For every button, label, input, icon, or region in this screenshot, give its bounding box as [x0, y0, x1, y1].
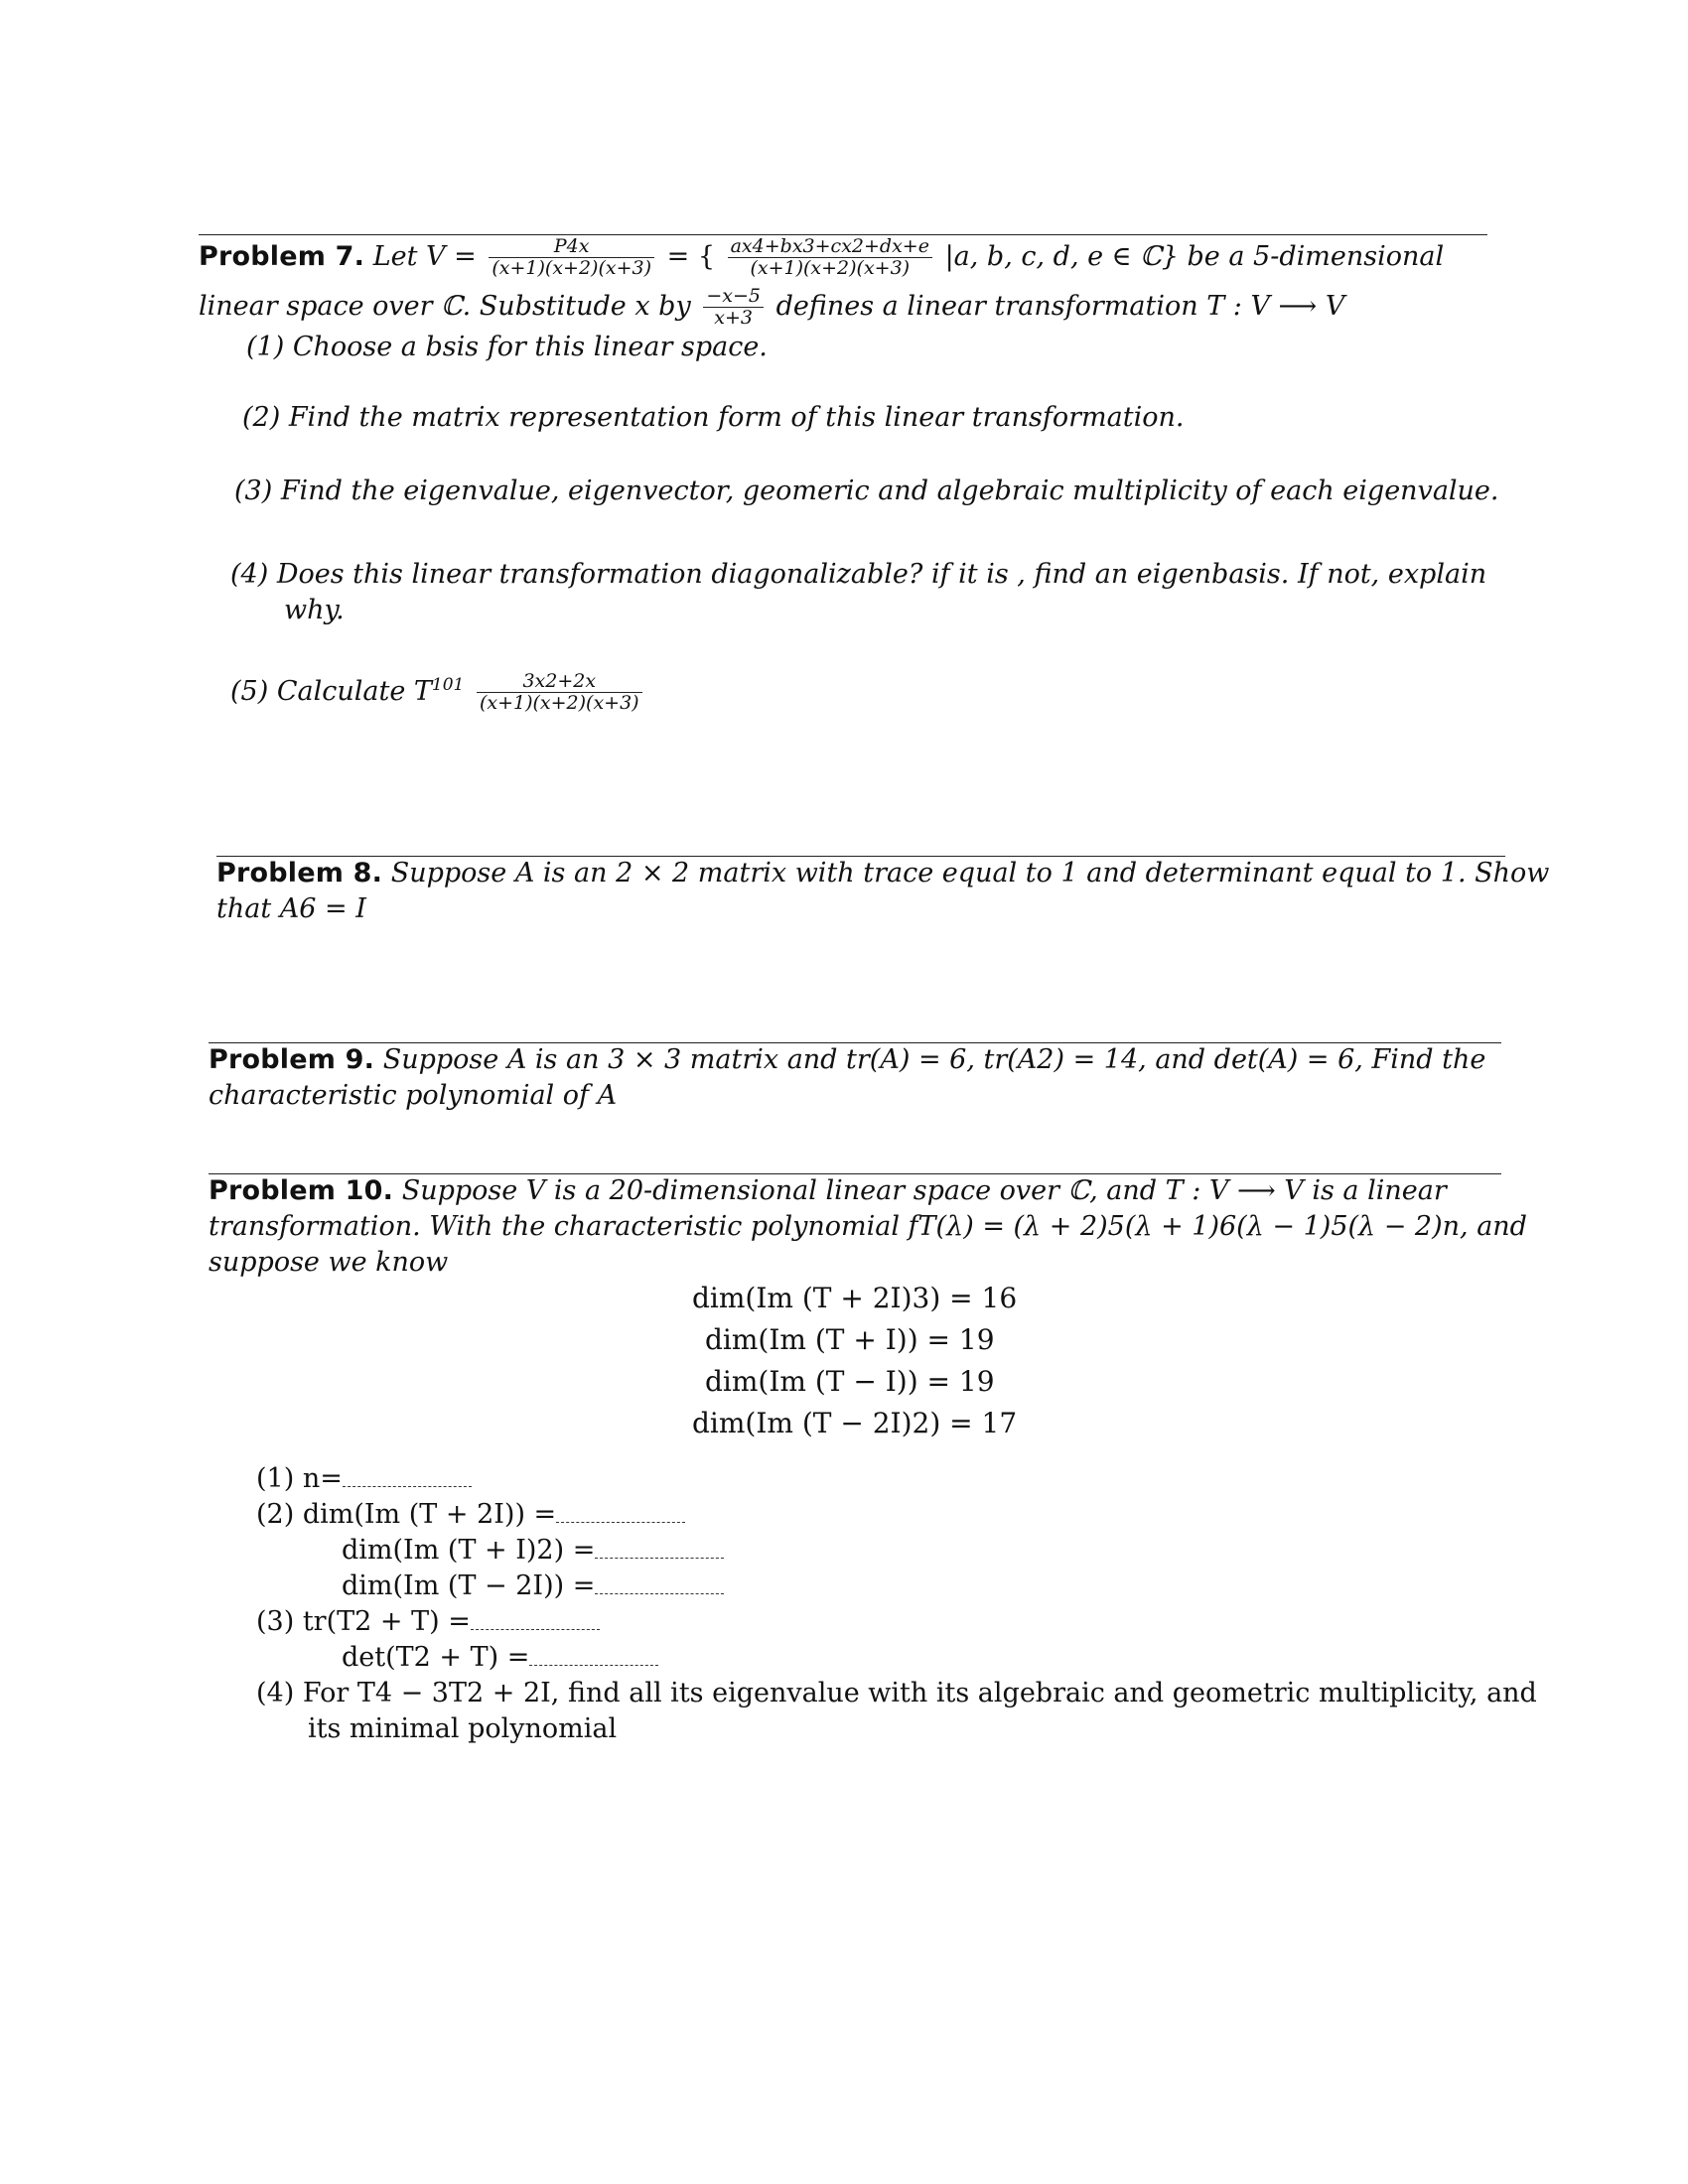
problem8-rule: [216, 856, 1505, 857]
problem7-item5-den: (x+1)(x+2)(x+3): [479, 691, 639, 714]
problem10-line3: suppose we know: [209, 1247, 449, 1278]
problem10-q4a: (4) For T4 − 3T2 + 2I, find all its eigenvalue with its algebraic and geometric multiplicity, and: [256, 1678, 1537, 1708]
problem9-line1-text: Suppose A is an 3 × 3 matrix and tr(A) = 6, tr(A2) = 14, and det(A) = 6, Find the: [382, 1044, 1486, 1075]
problem7-line1: [199, 236, 1444, 279]
problem10-line2: transformation. With the characteristic polynomial fT(λ) = (λ + 2)5(λ + 1)6(λ − 1)5(λ − 2)n, and: [209, 1211, 1527, 1242]
problem7-label: Problem 7.: [199, 240, 365, 272]
problem8-line1-text: Suppose A is an 2 × 2 matrix with trace equal to 1 and determinant equal to 1. Show: [390, 858, 1550, 888]
answer-blank-dim-t-plus-i-sq[interactable]: [595, 1540, 724, 1559]
problem7-frac3-den: x+3: [714, 306, 753, 329]
problem9-line1: [209, 1044, 1485, 1075]
problem7-item-2: (2) Find the matrix representation form of this linear transformation.: [242, 402, 1185, 433]
problem7-item5-num: 3x2+2x: [477, 671, 642, 693]
problem9-line2: characteristic polynomial of A: [209, 1080, 618, 1111]
problem7-line2-b: defines a linear transformation T : V ⟶ V: [775, 290, 1345, 322]
problem7-line2-a: linear space over ℂ. Substitude x by: [199, 290, 691, 322]
problem7-set-open: {: [697, 240, 716, 272]
problem7-line2: [199, 286, 1344, 329]
problem7-intro-lead: Let V =: [372, 240, 477, 272]
problem7-frac1-num: P4x: [489, 236, 654, 258]
problem7-frac1-den: (x+1)(x+2)(x+3): [492, 256, 652, 279]
answer-blank-n[interactable]: [343, 1468, 472, 1487]
problem8-line2: that A6 = I: [216, 893, 366, 924]
answer-blank-dim-t-plus-2i[interactable]: [556, 1504, 685, 1523]
problem10-line1-text: Suppose V is a 20-dimensional linear space over ℂ, and T : V ⟶ V is a linear: [401, 1175, 1447, 1206]
problem8-line1: [216, 858, 1549, 888]
problem7-frac2-den: (x+1)(x+2)(x+3): [750, 256, 911, 279]
problem10-q3b: [342, 1642, 658, 1673]
problem10-q2c-text: dim(Im (T − 2I)) =: [342, 1570, 596, 1601]
problem10-eq-1: dim(Im (T + 2I)3) = 16: [692, 1282, 1018, 1314]
problem10-eq-4: dim(Im (T − 2I)2) = 17: [692, 1407, 1018, 1439]
problem10-q2b-text: dim(Im (T + I)2) =: [342, 1535, 596, 1566]
problem10-q1: [256, 1463, 472, 1494]
problem7-item-4: (4) Does this linear transformation diagonalizable? if it is , find an eigenbasis. If not, explain: [230, 559, 1487, 590]
problem10-line1: [209, 1175, 1447, 1206]
problem7-frac2: [728, 236, 932, 279]
answer-blank-trace[interactable]: [471, 1611, 600, 1630]
problem10-label: Problem 10.: [209, 1175, 394, 1206]
problem10-q2a-text: (2) dim(Im (T + 2I)) =: [256, 1499, 557, 1530]
problem10-eq-2: dim(Im (T + I)) = 19: [705, 1323, 995, 1356]
answer-blank-det[interactable]: [529, 1647, 658, 1666]
problem7-set-tail: |a, b, c, d, e ∈ ℂ}: [944, 240, 1179, 272]
problem10-q2a: [256, 1499, 685, 1530]
problem7-eq: =: [666, 240, 690, 272]
problem10-q3b-text: det(T2 + T) =: [342, 1642, 530, 1673]
problem7-item-4-cont: why.: [284, 595, 345, 625]
problem9-label: Problem 9.: [209, 1044, 375, 1075]
problem7-item5-exp: 101: [431, 674, 465, 695]
problem7-item5-frac: [477, 671, 642, 714]
problem10-q2c: [342, 1570, 724, 1601]
problem9-rule: [209, 1042, 1501, 1043]
problem7-item-1: (1) Choose a bsis for this linear space.: [246, 332, 768, 362]
problem7-frac3-num: −x−5: [703, 286, 764, 308]
problem7-intro-end: be a 5-dimensional: [1187, 240, 1445, 272]
problem10-q4b: its minimal polynomial: [308, 1713, 618, 1744]
problem10-q3a: [256, 1606, 600, 1637]
problem10-rule: [209, 1173, 1501, 1174]
problem7-frac1: [489, 236, 654, 279]
problem10-q2b: [342, 1535, 724, 1566]
problem7-item-3: (3) Find the eigenvalue, eigenvector, geomeric and algebraic multiplicity of each eigenvalue.: [234, 476, 1499, 506]
problem7-item5-text: (5) Calculate T: [230, 675, 432, 707]
problem7-item-5: [230, 671, 646, 714]
problem10-eq-3: dim(Im (T − I)) = 19: [705, 1365, 995, 1398]
problem10-q3a-text: (3) tr(T2 + T) =: [256, 1606, 471, 1637]
problem8-label: Problem 8.: [216, 858, 383, 888]
problem10-q1-text: (1) n=: [256, 1463, 343, 1494]
problem7-frac2-num: ax4+bx3+cx2+dx+e: [728, 236, 932, 258]
answer-blank-dim-t-minus-2i[interactable]: [595, 1575, 724, 1594]
problem7-frac3: [703, 286, 764, 329]
